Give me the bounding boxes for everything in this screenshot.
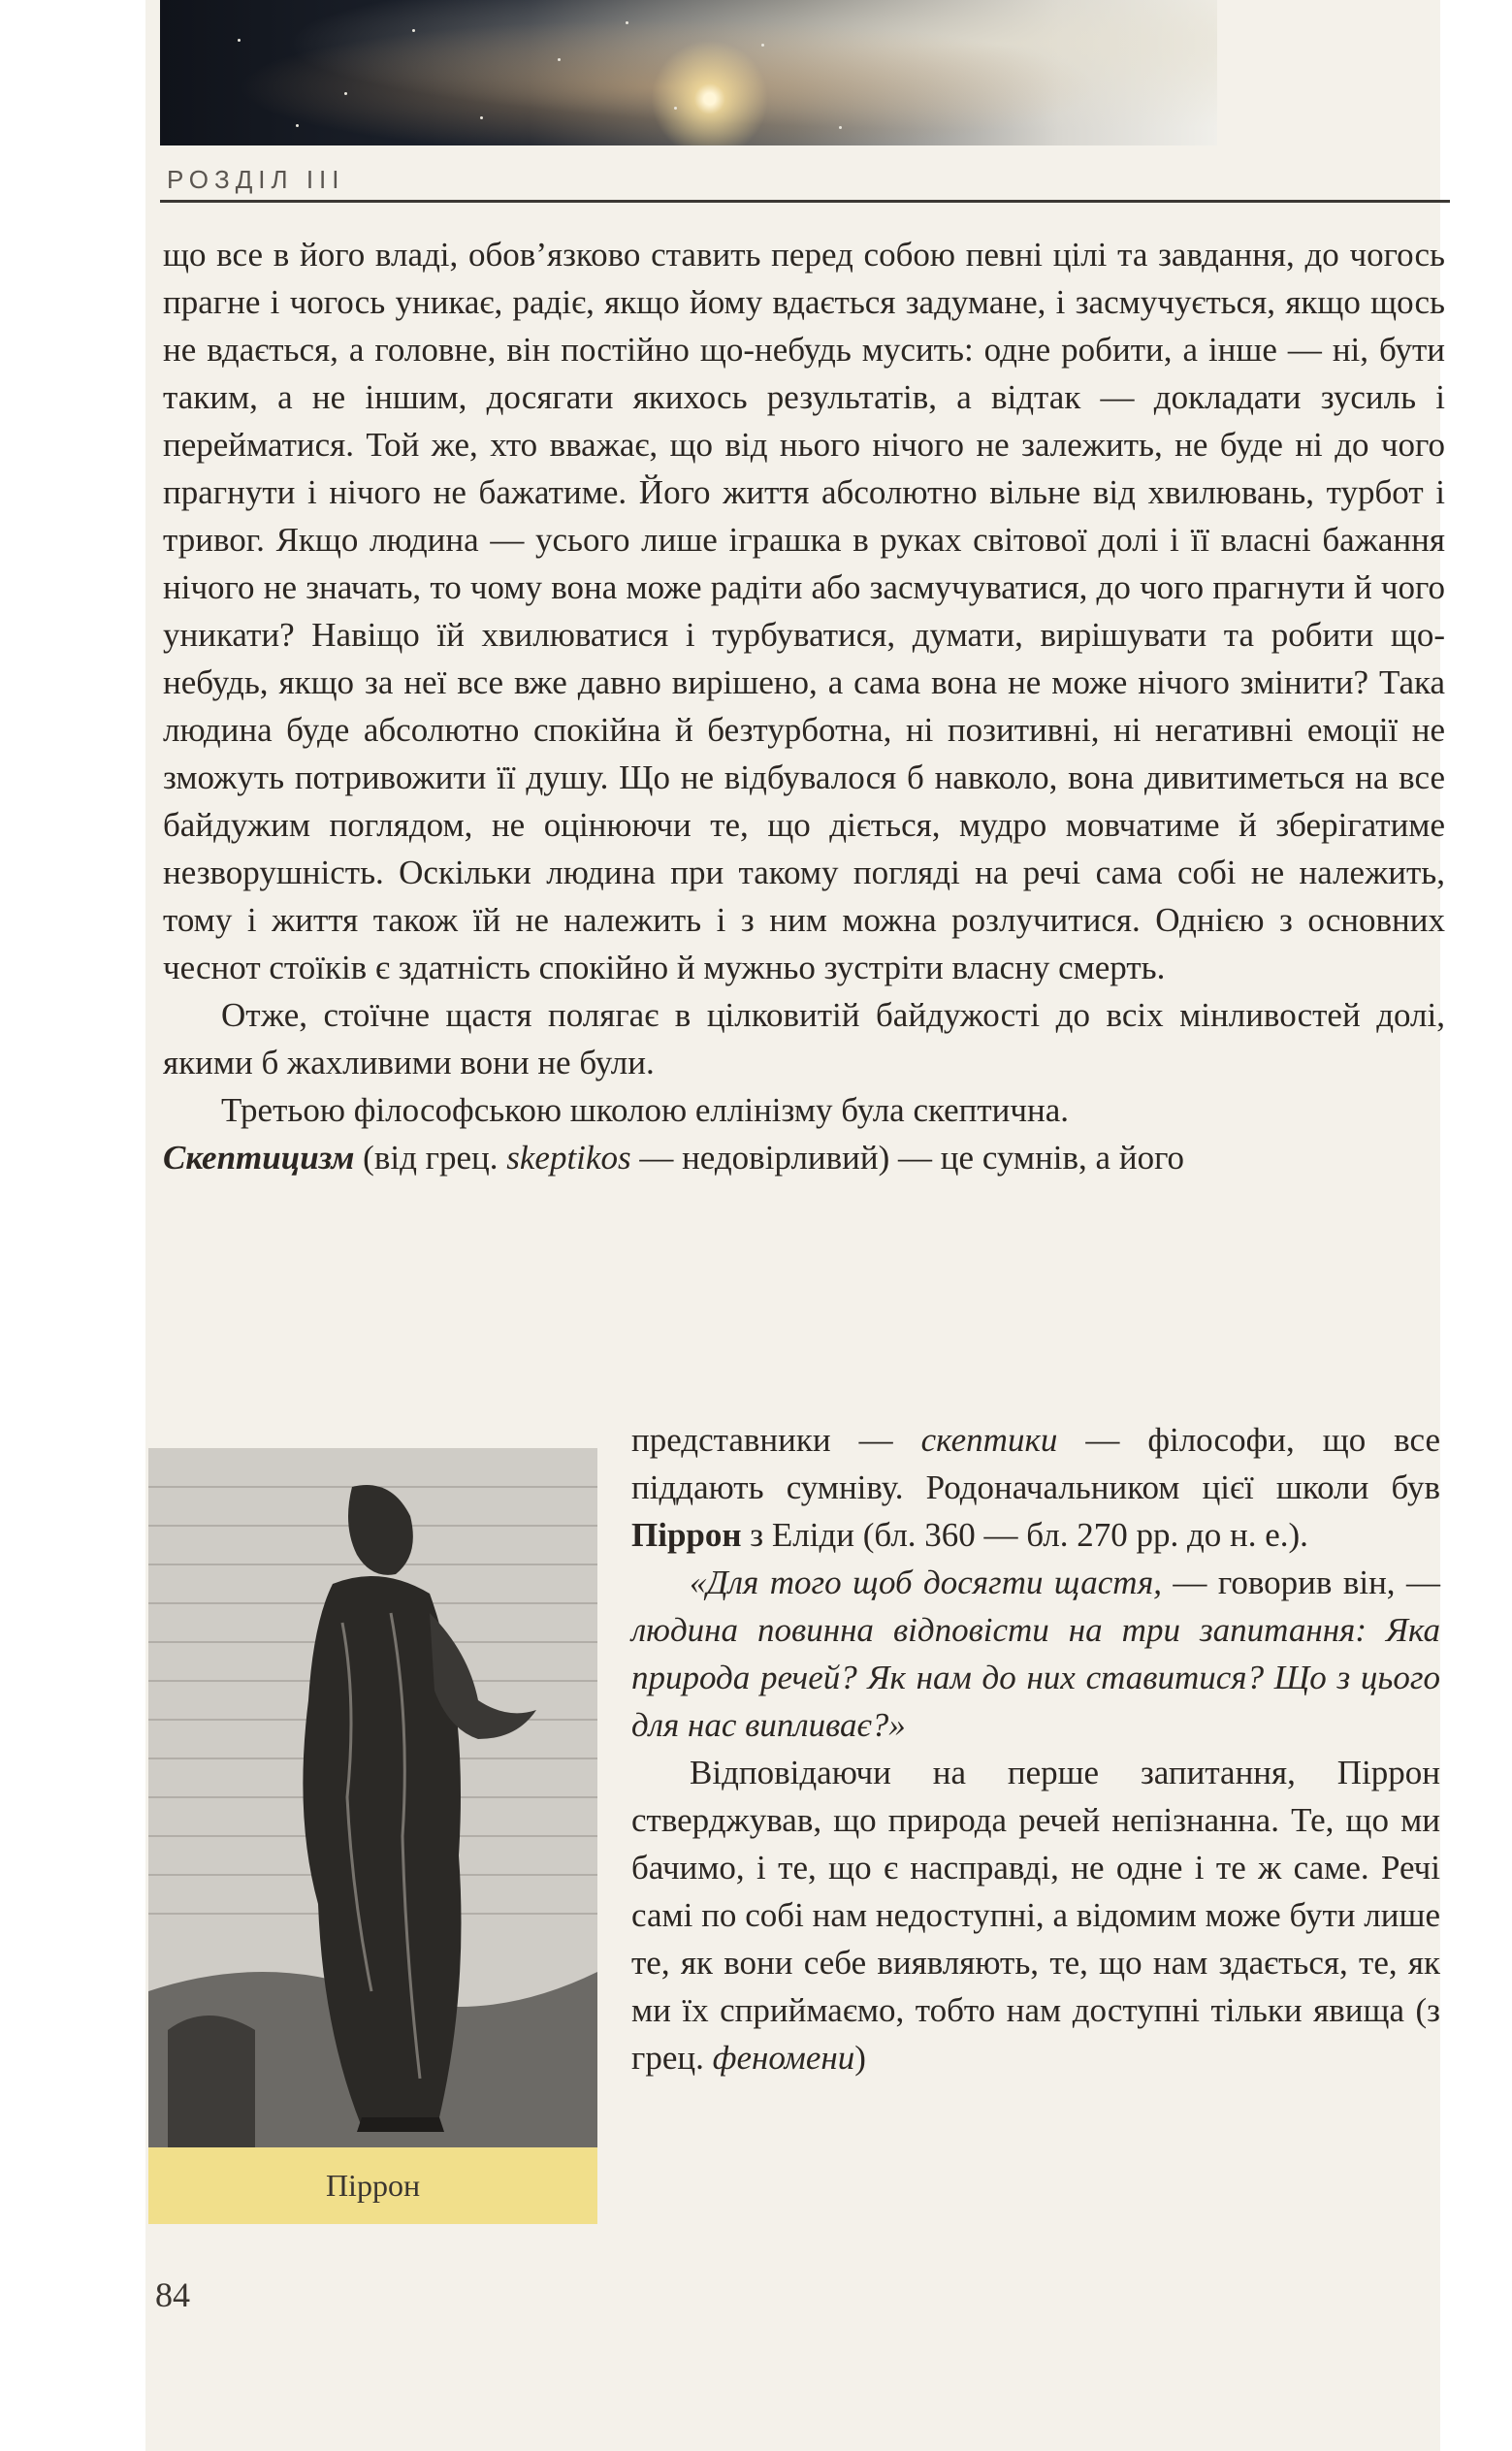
paragraph-nature-of-things (631, 1749, 1440, 2081)
quote-opening: «Для того щоб досягти щастя, (690, 1564, 1162, 1601)
skepticism-intro: Третьою філософською школою еллінізму була скептична. (221, 1091, 1070, 1129)
figure-caption-box (148, 2147, 597, 2224)
paragraph-pyrrho-quote (631, 1559, 1440, 1749)
pyrrho-engraving-image (148, 1448, 597, 2147)
name-pyrrho: Піррон (631, 1516, 742, 1554)
side-column-text (631, 1416, 1440, 2081)
nature-of-things-text: Відповідаючи на перше запитання, Піррон стверджував, що природа речей непізнанна. Те, що ми бачимо, і те, що є насправді, не одне і те ж саме. Речі самі по собі нам недоступні, а відомим може бути лише те, як вони себе виявляють, те, що нам здається, те, як ми їх сприймаємо, тобто нам доступні тільки явища (з грец. (631, 1754, 1440, 2077)
header-rule (160, 200, 1450, 203)
term-phenomena: феномени (712, 2039, 855, 2077)
page-number: 84 (155, 2275, 190, 2314)
skepticism-definition: — недовірливий) — це сумнів, а його (630, 1139, 1185, 1177)
skepticism-etymology-open: (від грец. (354, 1139, 507, 1177)
skeptics-intro: представники — (631, 1421, 921, 1459)
starry-sky-header-image (160, 0, 1217, 145)
paragraph-skepticism (163, 1086, 1445, 1181)
term-skepticism: Скептицизм (163, 1139, 355, 1177)
skeptics-description: — філософи, що все піддають сумніву. Родоначальником цієї школи був (631, 1421, 1440, 1506)
paragraph-pyrrho-founder (631, 1416, 1440, 1559)
paragraph-stoic-freedom: що все в його владі, обов’язково ставить перед собою певні цілі та завдання, до чогось прагне і чогось уникає, радіє, якщо йому вдається задумане, і засмучується, якщо щось не вдається, а головне, він постійно що-небудь мусить: одне робити, а інше — ні, бути таким, а не іншим, досягати якихось результатів, а відтак — докладати зусиль і перейматися. Той же, хто вважає, що від нього нічого не залежить, не буде ні до чого прагнути і нічого не бажатиме. Його життя абсолютно вільне від хвилювань, турбот і тривог. Якщо людина — усього лише іграшка в руках світової долі і її власні бажання нічого не значать, то чому вона може радіти або засмучуватися, до чого прагнути й чого уникати? Навіщо їй хвилюватися і турбуватися, думати, вирішувати та робити що-небудь, якщо за неї все вже давно вирішено, а сама вона не може нічого змінити? Така людина буде абсолютно спокійна й безтурботна, ні позитивні, ні негативні емоції не зможуть потривожити її душу. Що не відбувалося б навколо, вона дивитиметься на все байдужим поглядом, не оцінюючи те, що діється, мудро мовчатиме й зберігатиме незворушність. Оскільки людина при такому погляді на речі сама собі не належить, тому і життя також їй не належить і з ним можна розлучитися. Однією з основних чеснот стоїків є здатність спокійно й мужньо зустріти власну смерть. (163, 236, 1445, 986)
quote-attribution: — говорив він, — (1161, 1564, 1440, 1601)
figure-caption: Піррон (325, 2168, 421, 2203)
main-text (163, 231, 1445, 1181)
pyrrho-figure (148, 1448, 597, 2224)
pyrrho-dates: з Еліди (бл. 360 — бл. 270 рр. до н. е.). (741, 1516, 1308, 1554)
quote-questions: людина повинна відповісти на три запитання: Яка природа речей? Як нам до них ставитися? Що з цього для нас випливає?» (631, 1611, 1440, 1744)
section-label: РОЗДІЛ ІІІ (167, 165, 345, 194)
greek-word-skeptikos: skeptikos (506, 1139, 631, 1177)
term-skeptics: скептики (920, 1421, 1058, 1459)
closing-paren: ) (854, 2039, 866, 2077)
paragraph-stoic-happiness: Отже, стоїчне щастя полягає в цілковитій байдужості до всіх мінливостей долі, якими б жахливими вони не були. (163, 996, 1445, 1081)
